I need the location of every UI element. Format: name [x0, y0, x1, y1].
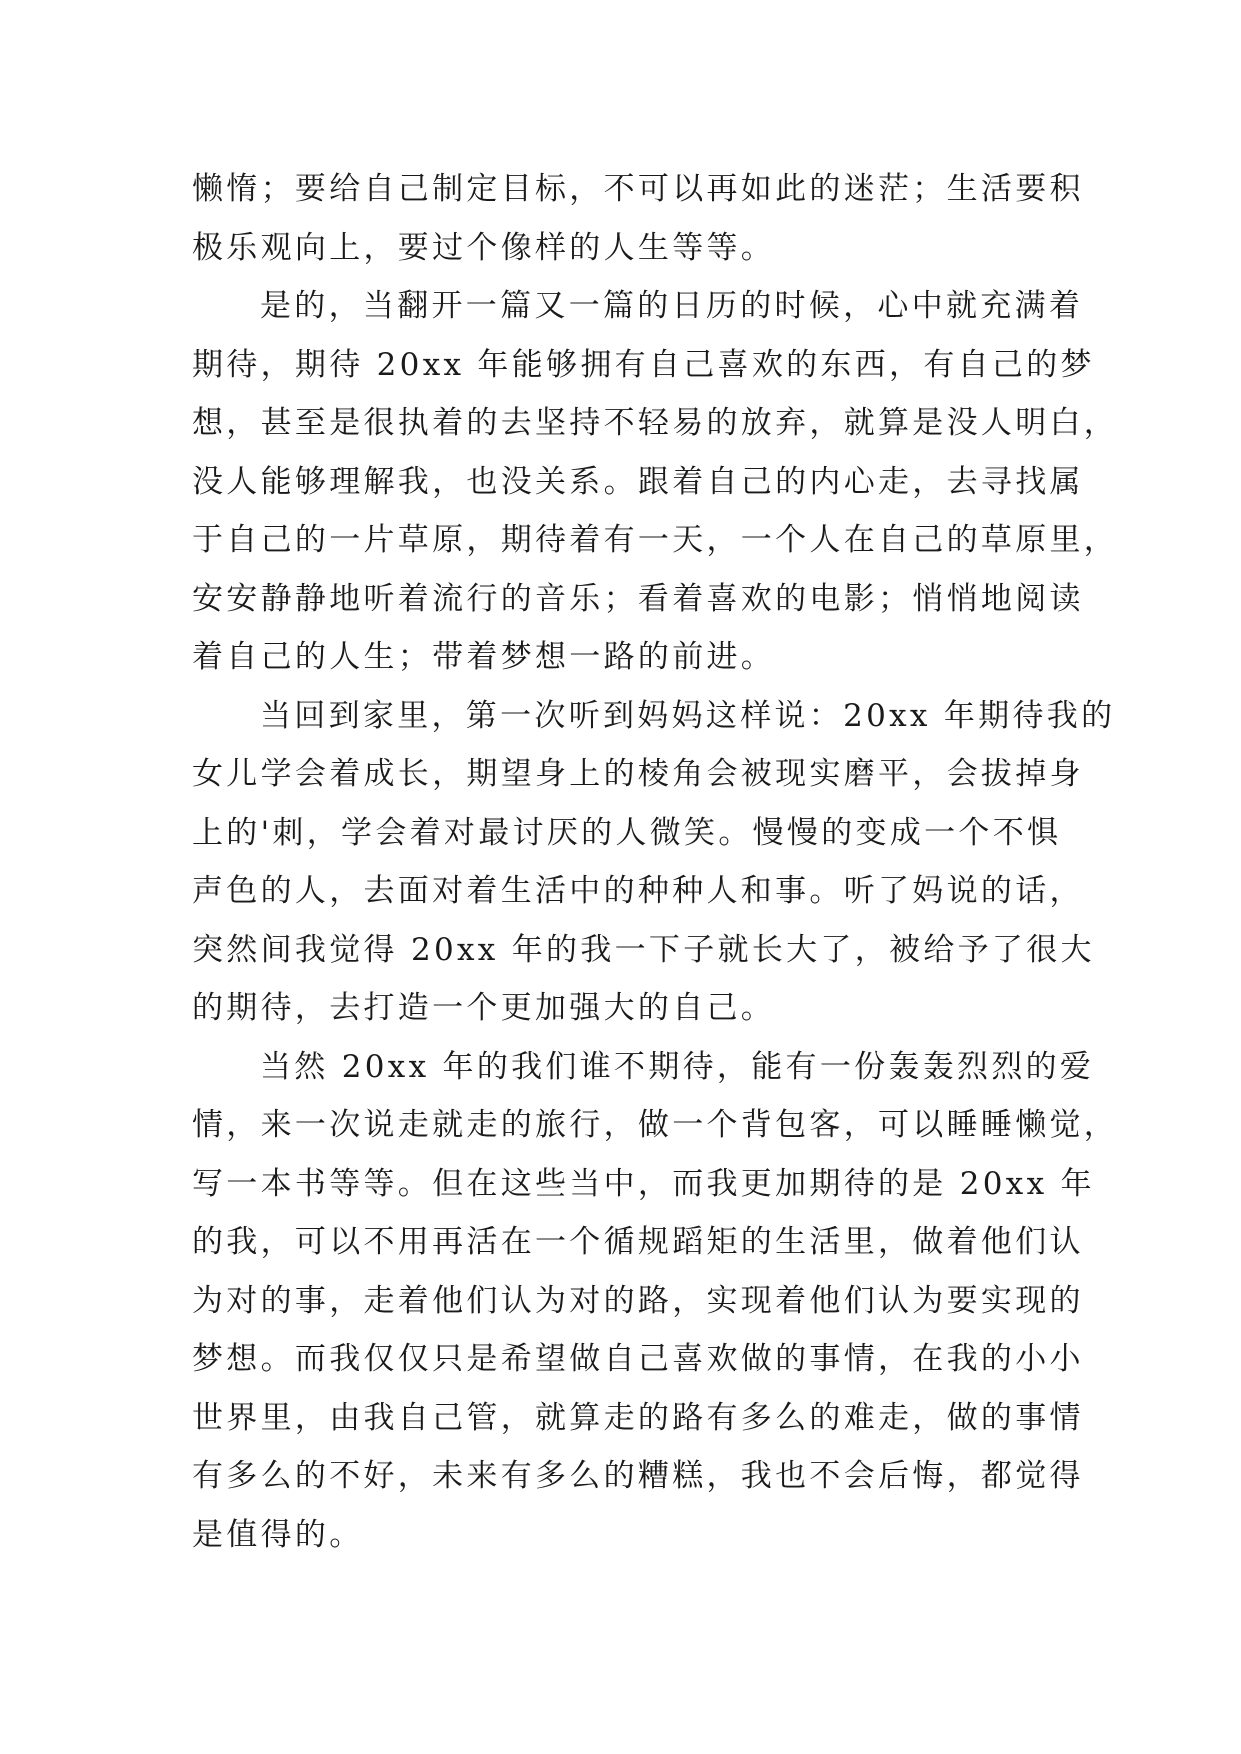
text-line: 的期待，去打造一个更加强大的自己。 — [192, 990, 776, 1026]
text-line: 极乐观向上，要过个像样的人生等等。 — [192, 229, 776, 266]
text-line: 写一本书等等。但在这些当中，而我更加期待的是 20xx 年 — [192, 1165, 1095, 1202]
text-line: 着自己的人生；带着梦想一路的前进。 — [192, 639, 776, 675]
text-line: 懒惰；要给自己制定目标，不可以再如此的迷茫；生活要积 — [192, 171, 1084, 207]
text-line: 想，甚至是很执着的去坚持不轻易的放弃，就算是没人明白， — [192, 405, 1119, 441]
body-text — [192, 160, 1119, 1564]
text-line: 没人能够理解我，也没关系。跟着自己的内心走，去寻找属 — [192, 463, 1084, 500]
paragraph-first-line: 是的，当翻开一篇又一篇的日历的时候，心中就充满着 — [260, 288, 1084, 324]
text-line: 安安静静地听着流行的音乐；看着喜欢的电影；悄悄地阅读 — [192, 580, 1084, 617]
text-line: 声色的人，去面对着生活中的种种人和事。听了妈说的话， — [192, 873, 1084, 909]
text-line: 突然间我觉得 20xx 年的我一下子就长大了，被给予了很大 — [192, 931, 1095, 968]
paragraph-first-line: 当回到家里，第一次听到妈妈这样说：20xx 年期待我的 — [260, 697, 1116, 734]
text-line: 于自己的一片草原，期待着有一天，一个人在自己的草原里， — [192, 522, 1119, 558]
text-line: 期待，期待 20xx 年能够拥有自己喜欢的东西，有自己的梦 — [192, 346, 1095, 383]
text-line: 是值得的。 — [192, 1516, 364, 1553]
text-line: 情，来一次说走就走的旅行，做一个背包客，可以睡睡懒觉， — [192, 1107, 1119, 1143]
text-line: 女儿学会着成长，期望身上的棱角会被现实磨平，会拔掉身 — [192, 756, 1084, 792]
text-line: 梦想。而我仅仅只是希望做自己喜欢做的事情，在我的小小 — [192, 1341, 1084, 1377]
text-line: 上的'刺，学会着对最讨厌的人微笑。慢慢的变成一个不惧 — [192, 814, 1062, 851]
text-line: 的我，可以不用再活在一个循规蹈矩的生活里，做着他们认 — [192, 1224, 1084, 1260]
paragraph-first-line: 当然 20xx 年的我们谁不期待，能有一份轰轰烈烈的爱 — [260, 1048, 1095, 1085]
text-line: 有多么的不好，未来有多么的糟糕，我也不会后悔，都觉得 — [192, 1458, 1084, 1494]
text-line: 世界里，由我自己管，就算走的路有多么的难走，做的事情 — [192, 1399, 1084, 1436]
text-line: 为对的事，走着他们认为对的路，实现着他们认为要实现的 — [192, 1282, 1084, 1319]
